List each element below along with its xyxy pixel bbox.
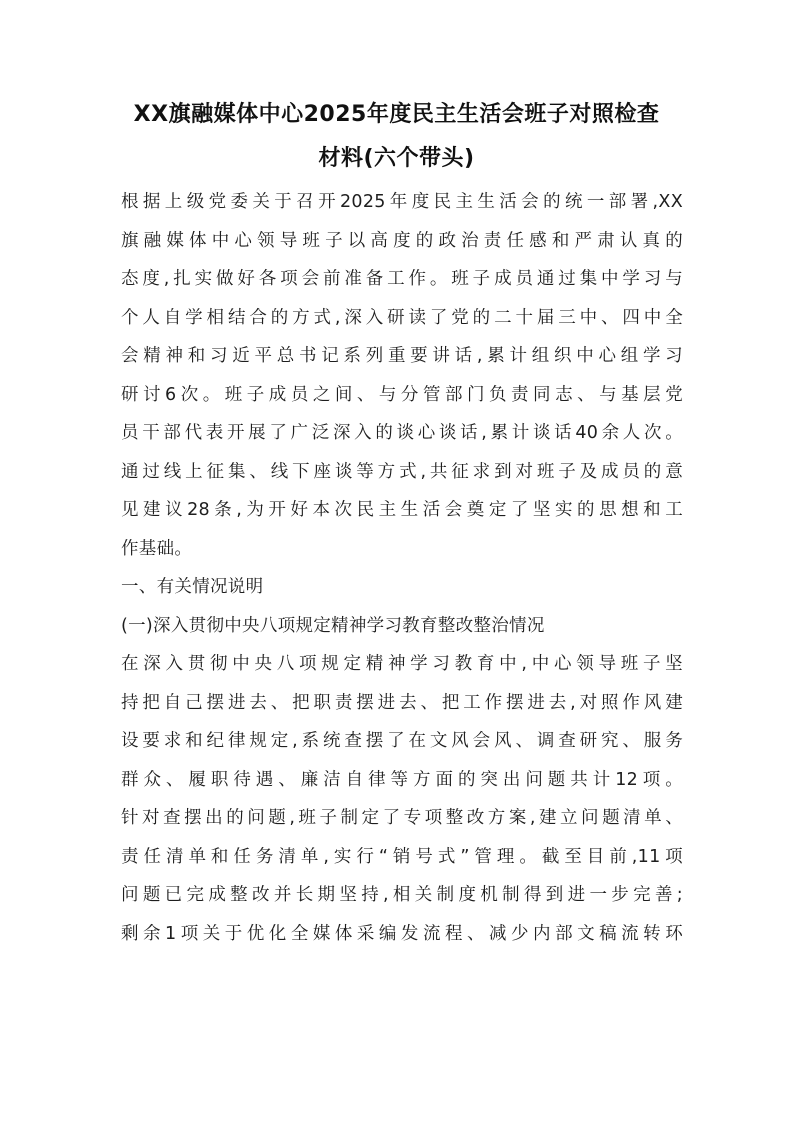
- paragraph-line: 在深入贯彻中央八项规定精神学习教育中,中心领导班子坚: [121, 654, 683, 674]
- paragraph-line: 责任清单和任务清单,实行“销号式”管理。截至目前,11项: [121, 846, 683, 867]
- document-title-line-1: XX旗融媒体中心2025年度民主生活会班子对照检查: [133, 102, 660, 127]
- paragraph-line: 剩余1项关于优化全媒体采编发流程、减少内部文稿流转环: [121, 923, 683, 944]
- document-title-line-2: 材料(六个带头): [318, 146, 475, 171]
- paragraph-line: 态度,扎实做好各项会前准备工作。班子成员通过集中学习与: [121, 269, 683, 289]
- document-title: [100, 93, 693, 181]
- document-body: [121, 183, 683, 953]
- paragraph-line: 个人自学相结合的方式,深入研读了党的二十届三中、四中全: [121, 307, 683, 328]
- paragraph-line: 群众、履职待遇、廉洁自律等方面的突出问题共计12项。: [121, 769, 683, 790]
- paragraph-line: 通过线上征集、线下座谈等方式,共征求到对班子及成员的意: [121, 461, 683, 482]
- paragraph-line: 见建议28条,为开好本次民主生活会奠定了坚实的思想和工: [121, 500, 683, 520]
- paragraph-line: 设要求和纪律规定,系统查摆了在文风会风、调查研究、服务: [121, 731, 683, 751]
- paragraph-line: 作基础。: [121, 538, 193, 559]
- paragraph-line: 根据上级党委关于召开2025年度民主生活会的统一部署,XX: [121, 192, 683, 212]
- subsection-heading: (一)深入贯彻中央八项规定精神学习教育整改整治情况: [121, 615, 545, 636]
- paragraph-line: 针对查摆出的问题,班子制定了专项整改方案,建立问题清单、: [121, 808, 683, 828]
- paragraph-line: 会精神和习近平总书记系列重要讲话,累计组织中心组学习: [121, 346, 683, 366]
- paragraph-line: 持把自己摆进去、把职责摆进去、把工作摆进去,对照作风建: [121, 692, 683, 713]
- paragraph-line: 旗融媒体中心领导班子以高度的政治责任感和严肃认真的: [121, 230, 683, 251]
- paragraph-line: 研讨6次。班子成员之间、与分管部门负责同志、与基层党: [121, 384, 683, 405]
- paragraph-line: 问题已完成整改并长期坚持,相关制度机制得到进一步完善;: [121, 885, 683, 905]
- paragraph-line: 员干部代表开展了广泛深入的谈心谈话,累计谈话40余人次。: [121, 423, 683, 443]
- section-heading: 一、有关情况说明: [121, 577, 264, 597]
